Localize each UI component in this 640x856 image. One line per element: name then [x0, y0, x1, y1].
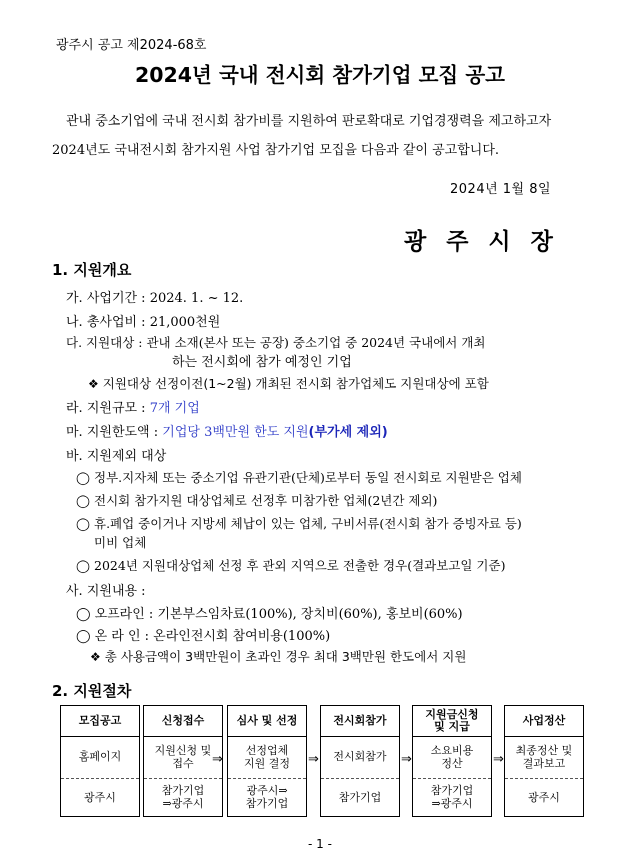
double-arrow-icon: ⇒: [308, 752, 319, 767]
page-number: - 1 -: [308, 837, 332, 851]
item-da-line-1: 다. 지원대상 : 관내 소재(본사 또는 공장) 중소기업 중 2024년 국내에서 개최: [66, 335, 486, 350]
intro-line-1: 관내 중소기업에 국내 전시회 참가비를 지원하여 판로확대로 기업경쟁력을 제고하고자: [66, 114, 552, 129]
diamond-bullet-icon: ❖: [88, 377, 99, 391]
process-step-6: [504, 705, 584, 817]
process-step-2: [143, 705, 223, 817]
support-content-offline: ◯ 오프라인 : 기본부스임차료(100%), 장치비(60%), 홍보비(60%): [76, 607, 463, 622]
step-actor: 참가기업 ⇒광주시: [430, 784, 474, 810]
exclusion-item-3-cont: 미비 업체: [94, 535, 147, 550]
notice-number: 광주시 공고 제2024-68호: [56, 38, 207, 53]
step-actor: 참가기업: [338, 790, 382, 804]
exclusion-item-3: ◯ 휴.폐업 중이거나 지방세 체납이 있는 업체, 구비서류(전시회 참가 증빙자료 등): [76, 516, 522, 531]
step-title: 사업정산: [505, 706, 583, 737]
step-title: 심사 및 선정: [228, 706, 306, 737]
item-ba: 바. 지원제외 대상: [66, 449, 167, 464]
issuer-name: 광주시장: [404, 229, 573, 255]
step-action: 전시회참가: [321, 737, 399, 779]
circle-bullet-icon: ◯: [76, 607, 91, 622]
support-content-online: ◯ 온 라 인 : 온라인전시회 참여비용(100%): [76, 629, 331, 644]
step-action: 최종정산 및 결과보고: [505, 737, 583, 779]
step-actor: 광주시⇒ 참가기업: [245, 784, 289, 810]
item-na: 나. 총사업비 : 21,000천원: [66, 315, 221, 330]
step-action: 지원신청 및 접수: [144, 737, 222, 779]
item-da-note: ❖ 지원대상 선정이전(1~2월) 개최된 전시회 참가업체도 지원대상에 포함: [88, 376, 489, 391]
step-actor: 참가기업 ⇒광주시: [161, 784, 205, 810]
process-step-4: [320, 705, 400, 817]
diamond-bullet-icon: ❖: [90, 650, 101, 664]
intro-line-2: 2024년도 국내전시회 참가지원 사업 참가기업 모집을 다음과 같이 공고합니다.: [52, 143, 500, 158]
item-ra: 라. 지원규모 : 7개 기업: [66, 401, 200, 416]
exclusion-item-4: ◯ 2024년 지원대상업체 선정 후 관외 지역으로 전출한 경우(결과보고일 기준): [76, 558, 506, 573]
exclusion-item-2: ◯ 전시회 참가지원 대상업체로 선정후 미참가한 업체(2년간 제외): [76, 493, 438, 508]
circle-bullet-icon: ◯: [76, 629, 91, 644]
item-sa: 사. 지원내용 :: [66, 584, 146, 599]
circle-bullet-icon: ◯: [76, 516, 90, 531]
circle-bullet-icon: ◯: [76, 493, 90, 508]
notice-date: 2024년 1월 8일: [450, 182, 552, 197]
step-action: 선정업체 지원 결정: [228, 737, 306, 779]
section-1-heading: 1. 지원개요: [52, 261, 132, 279]
circle-bullet-icon: ◯: [76, 558, 90, 573]
item-da-line-2: 하는 전시회에 참가 예정인 기업: [172, 355, 352, 370]
support-limit-value: 기업당 3백만원 한도 지원: [162, 425, 309, 440]
step-actor: 광주시: [528, 790, 560, 804]
step-title: 신청접수: [144, 706, 222, 737]
support-content-note: ❖ 총 사용금액이 3백만원이 초과인 경우 최대 3백만원 한도에서 지원: [90, 649, 467, 664]
step-title: 모집공고: [61, 706, 139, 737]
step-action: 홈페이지: [61, 737, 139, 779]
document-title: 2024년 국내 전시회 참가기업 모집 공고: [135, 63, 505, 87]
double-arrow-icon: ⇒: [212, 752, 223, 767]
support-scale-value: 7개 기업: [149, 401, 200, 416]
circle-bullet-icon: ◯: [76, 470, 90, 485]
process-step-5: [412, 705, 492, 817]
double-arrow-icon: ⇒: [493, 752, 504, 767]
step-title: 전시회참가: [321, 706, 399, 737]
item-ga: 가. 사업기간 : 2024. 1. ~ 12.: [66, 291, 244, 306]
process-step-1: [60, 705, 140, 817]
step-title: 지원금신청 및 지급: [413, 706, 491, 737]
section-2-heading: 2. 지원절차: [52, 682, 132, 700]
process-step-3: [227, 705, 307, 817]
step-action: 소요비용 정산: [413, 737, 491, 779]
double-arrow-icon: ⇒: [401, 752, 412, 767]
vat-excluded-note: (부가세 제외): [308, 425, 388, 440]
step-actor: 광주시: [84, 790, 116, 804]
exclusion-item-1: ◯ 정부.지자체 또는 중소기업 유관기관(단체)로부터 동일 전시회로 지원받은 업체: [76, 470, 522, 485]
item-ma: 마. 지원한도액 : 기업당 3백만원 한도 지원(부가세 제외): [66, 425, 388, 440]
